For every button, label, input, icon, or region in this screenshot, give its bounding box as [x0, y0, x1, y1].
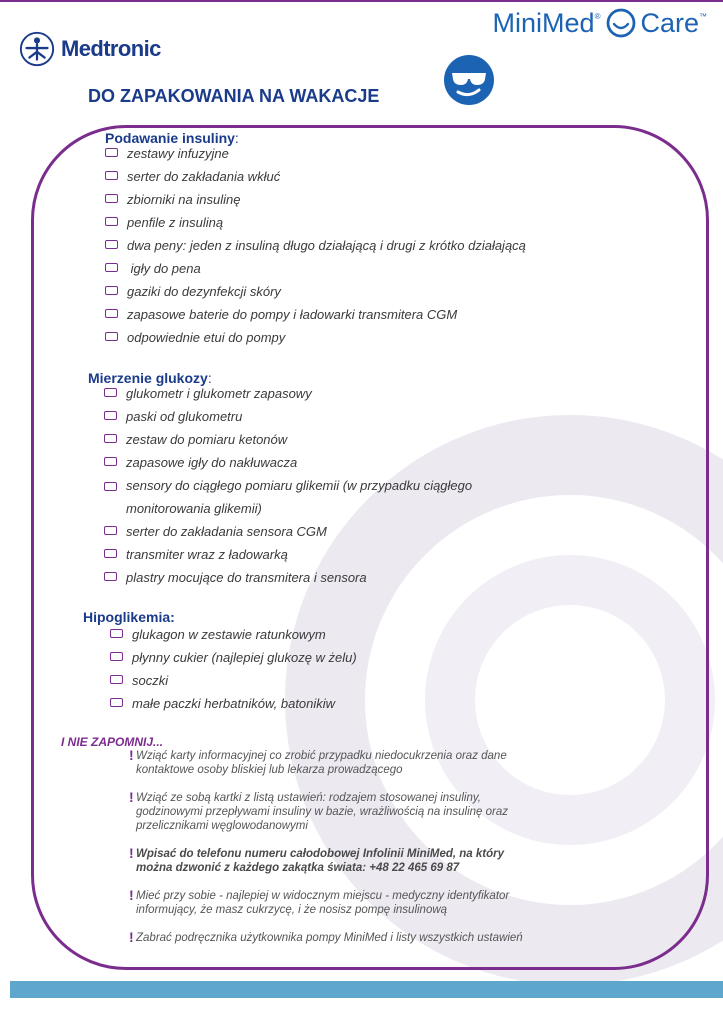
checklist-item: paski od glukometru [104, 407, 486, 430]
checkbox-icon [105, 240, 118, 249]
checklist-item: odpowiednie etui do pompy [105, 328, 526, 351]
reminder-item: ! Wziąć karty informacyjnej co zrobić przypadku niedocukrzenia oraz dane kontaktowe osoby bliskiej lub lekarza prowadzącego [129, 747, 507, 776]
exclamation-icon: ! [129, 887, 134, 903]
section-hypoglycemia [83, 607, 357, 717]
checklist-item: soczki [110, 671, 357, 694]
care-name: Care [640, 7, 699, 38]
checkbox-icon [104, 526, 117, 535]
checklist-item: zapasowe igły do nakłuwacza [104, 453, 486, 476]
minimed-care-logo [493, 3, 707, 43]
page-title: DO ZAPAKOWANIA NA WAKACJE [88, 86, 380, 106]
checkbox-icon [105, 286, 118, 295]
checkbox-icon [104, 388, 117, 397]
checkbox-icon [105, 309, 118, 318]
trademark-mark: ™ [699, 12, 707, 21]
checkbox-icon [105, 171, 118, 180]
medtronic-name: Medtronic [61, 36, 161, 61]
checkbox-icon [105, 194, 118, 203]
checkbox-icon [104, 434, 117, 443]
checklist-item: małe paczki herbatników, batonikiw [110, 694, 357, 717]
checkbox-icon [104, 482, 117, 491]
reminder-item: ! Mieć przy sobie - najlepiej w widocznym miejscu - medyczny identyfikator informujący, że masz cukrzycę, i że nosisz pompę insulinową [129, 887, 510, 916]
checklist-item: płynny cukier (najlepiej glukozę w żelu) [110, 648, 357, 671]
checklist-item: sensory do ciągłego pomiaru glikemii (w przypadku ciągłego monitorowania glikemii) [104, 476, 486, 522]
checkbox-icon [104, 411, 117, 420]
checkbox-icon [105, 332, 118, 341]
exclamation-icon: ! [129, 747, 134, 763]
section-title-insulin: Podawanie insuliny: [105, 130, 239, 146]
exclamation-icon: ! [129, 789, 134, 805]
checklist-item: gaziki do dezynfekcji skóry [105, 282, 526, 305]
checkbox-icon [105, 217, 118, 226]
reminder-item: ! Zabrać podręcznika użytkownika pompy MiniMed i listy wszystkich ustawień [129, 929, 523, 945]
checkbox-icon [105, 263, 118, 272]
reminders-title: I NIE ZAPOMNIJ... [61, 735, 164, 749]
checkbox-icon [110, 698, 123, 707]
checklist-item: zbiorniki na insulinę [105, 190, 526, 213]
checkbox-icon [105, 148, 118, 157]
footer-bar [10, 981, 723, 998]
section-glucose [88, 368, 486, 591]
checklist-item: igły do pena [105, 259, 526, 282]
checklist-item: zestawy infuzyjne [105, 144, 526, 167]
checklist-item: glukagon w zestawie ratunkowym [110, 625, 357, 648]
checklist-item: glukometr i glukometr zapasowy [104, 384, 486, 407]
checklist-item: dwa peny: jeden z insuliną długo działającą i drugi z krótko działającą [105, 236, 526, 259]
checkbox-icon [104, 549, 117, 558]
minimed-care-c-icon [605, 7, 637, 39]
checklist-item: plastry mocujące do transmitera i sensora [104, 568, 486, 591]
section-insulin [105, 128, 526, 351]
checkbox-icon [110, 629, 123, 638]
sunglasses-face-icon [443, 54, 495, 106]
section-title-hypoglycemia: Hipoglikemia: [83, 609, 175, 625]
reminder-item: ! Wziąć ze sobą kartki z listą ustawień: rodzajem stosowanej insuliny, godzinowymi przepływami insuliny w bazie, wrażliwością na insulinę oraz przelicznikami węglowodanowymi [129, 789, 508, 832]
reminders-list [130, 749, 550, 945]
medtronic-logo [18, 30, 161, 68]
exclamation-icon: ! [129, 845, 134, 861]
checklist-item: zestaw do pomiaru ketonów [104, 430, 486, 453]
checkbox-icon [110, 652, 123, 661]
section-title-glucose: Mierzenie glukozy: [88, 370, 212, 386]
checkbox-icon [104, 457, 117, 466]
medtronic-logo-icon [18, 30, 56, 68]
checklist-item: zapasowe baterie do pompy i ładowarki transmitera CGM [105, 305, 526, 328]
reminder-item: ! Wpisać do telefonu numeru całodobowej Infolinii MiniMed, na który można dzwonić z każdego zakątka świata: +48 22 465 69 87 [129, 845, 505, 874]
checklist-item: penfile z insuliną [105, 213, 526, 236]
minimed-name: MiniMed [492, 7, 595, 38]
checklist-item: transmiter wraz z ładowarką [104, 545, 486, 568]
checklist-item: serter do zakładania sensora CGM [104, 522, 486, 545]
checklist-item: serter do zakładania wkłuć [105, 167, 526, 190]
checkbox-icon [104, 572, 117, 581]
checkbox-icon [110, 675, 123, 684]
registered-mark: ® [594, 12, 601, 21]
exclamation-icon: ! [129, 929, 134, 945]
